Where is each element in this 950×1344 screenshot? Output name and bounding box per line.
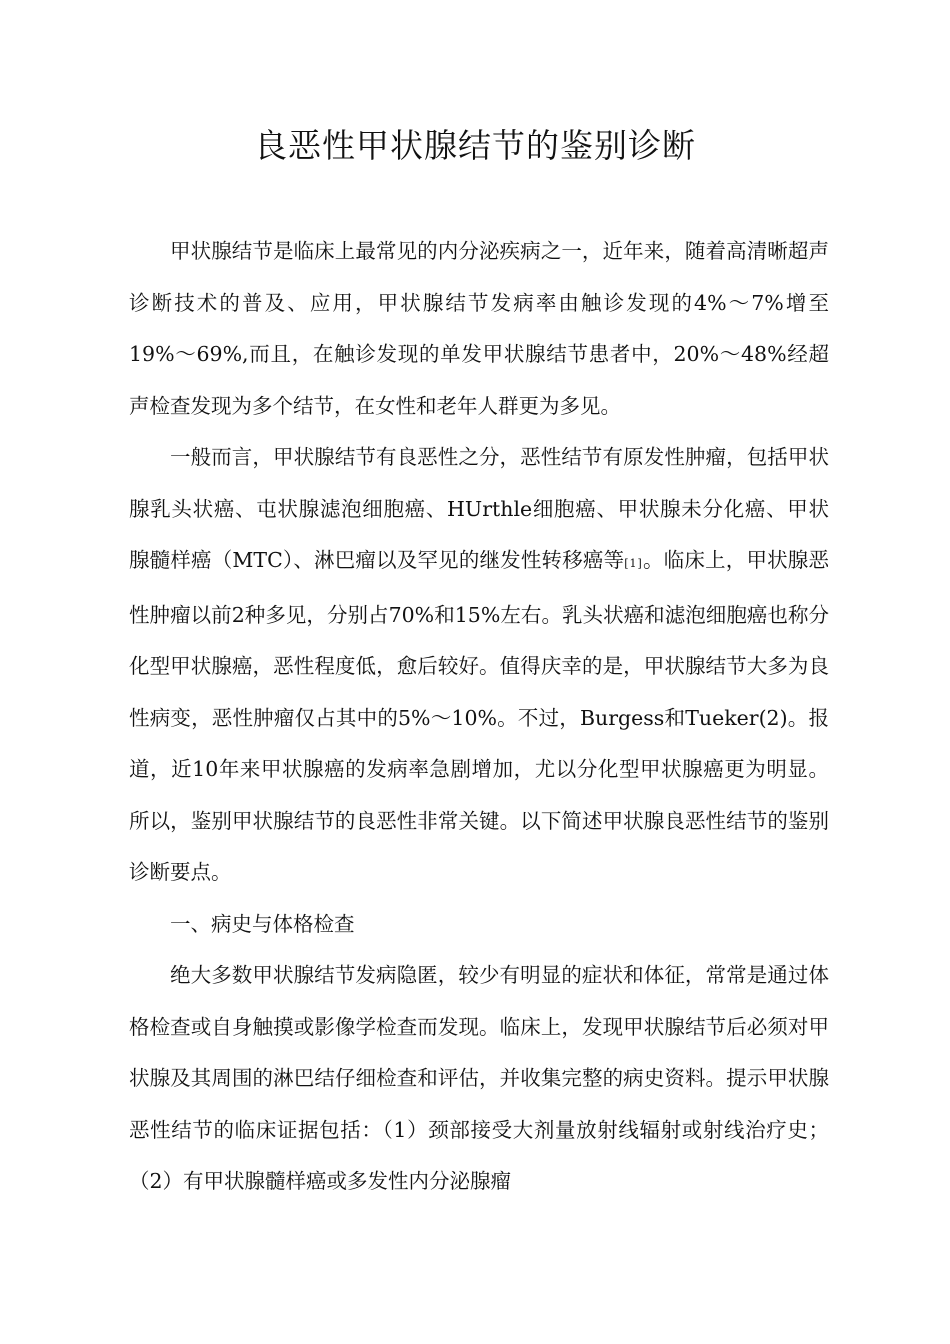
paragraph-intro: 甲状腺结节是临床上最常见的内分泌疾病之一，近年来，随着高清晰超声诊断技术的普及、应用，甲状腺结节发病率由触诊发现的4%〜7%增至19%〜69%,而且，在触诊发现的单发甲状腺结节患者中，20%〜48%经超声检查发现为多个结节，在女性和老年人群更为多见。 — [129, 239, 829, 418]
section-heading: 一、病史与体格检查 — [170, 911, 355, 936]
paragraph-text: 。临床上，甲状腺恶性肿瘤以前2种多见，分别占70%和15%左右。乳头状癌和滤泡细胞癌也称分化型甲状腺癌，恶性程度低，愈后较好。值得庆幸的是，甲状腺结节大多为良性病变，恶性肿瘤仅占其中的5%〜10%。不过，Burgess和Tueker(2)。报道，近10年来甲状腺癌的发病率急剧增加，尤以分化型甲状腺癌更为明显。所以，鉴别甲状腺结节的良恶性非常关键。以下简述甲状腺良恶性结节的鉴别诊断要点。 — [129, 548, 829, 884]
paragraph-history: 绝大多数甲状腺结节发病隐匿，较少有明显的症状和体征，常常是通过体格检查或自身触摸或影像学检查而发现。临床上，发现甲状腺结节后必须对甲状腺及其周围的淋巴结仔细检查和评估，并收集完整的病史资料。提示甲状腺恶性结节的临床证据包括：（1）颈部接受大剂量放射线辐射或射线治疗史；（2）有甲状腺髓样癌或多发性内分泌腺瘤 — [129, 963, 829, 1193]
paragraph-text: 一般而言，甲状腺结节有良恶性之分，恶性结节有原发性肿瘤，包括甲状腺乳头状癌、屯状腺滤泡细胞癌、HUrthle细胞癌、甲状腺未分化癌、甲状腺髓样癌（MTC）、淋巴瘤以及罕见的继发性转移癌等 — [129, 445, 829, 572]
document-body — [129, 226, 829, 1208]
paragraph-classification — [129, 432, 829, 899]
document-title: 良恶性甲状腺结节的鉴别诊断 — [254, 126, 696, 165]
citation-marker: [1] — [624, 557, 643, 570]
